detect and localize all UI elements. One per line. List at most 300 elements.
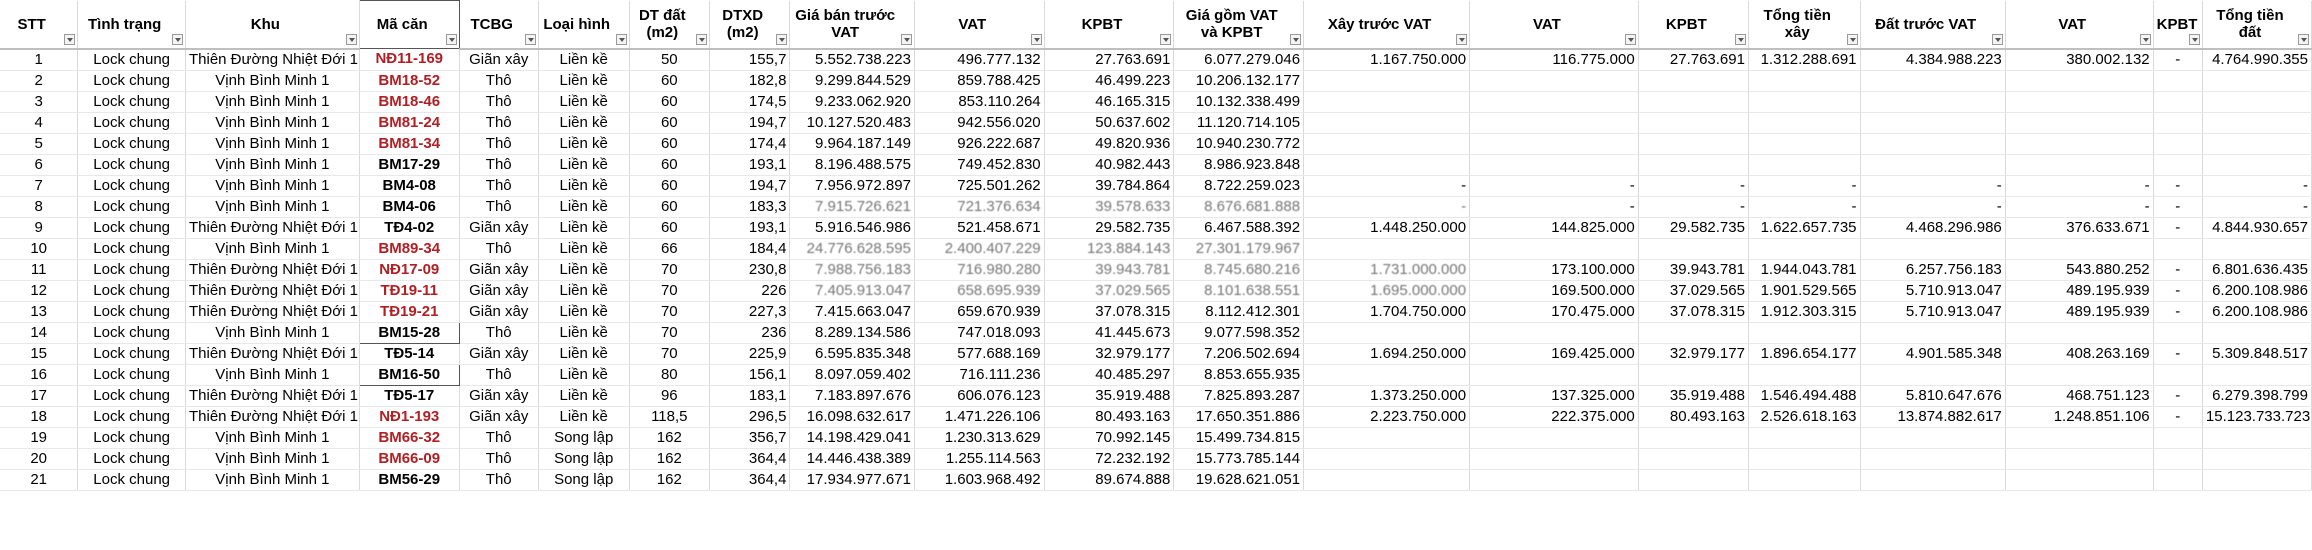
cell-6[interactable]: Liền kề <box>538 406 629 427</box>
cell-18[interactable] <box>2005 238 2153 259</box>
cell-15[interactable]: 35.919.488 <box>1638 385 1748 406</box>
cell-13[interactable]: - <box>1304 175 1470 196</box>
cell-13[interactable]: - <box>1304 196 1470 217</box>
cell-10[interactable]: 659.670.939 <box>914 301 1044 322</box>
cell-14[interactable] <box>1470 91 1639 112</box>
cell-6[interactable]: Liền kề <box>538 70 629 91</box>
cell-1[interactable]: 17 <box>0 385 78 406</box>
filter-dropdown-icon[interactable] <box>525 34 536 45</box>
cell-20[interactable] <box>2202 91 2311 112</box>
cell-11[interactable]: 50.637.602 <box>1044 112 1174 133</box>
cell-16[interactable] <box>1748 448 1860 469</box>
filter-dropdown-icon[interactable] <box>2140 34 2151 45</box>
cell-9[interactable]: 6.595.835.348 <box>790 343 915 364</box>
cell-16[interactable]: 1.312.288.691 <box>1748 49 1860 71</box>
cell-9[interactable]: 17.934.977.671 <box>790 469 915 490</box>
cell-13[interactable] <box>1304 70 1470 91</box>
cell-16[interactable] <box>1748 133 1860 154</box>
cell-12[interactable]: 8.101.638.551 <box>1174 280 1304 301</box>
cell-19[interactable] <box>2153 469 2202 490</box>
cell-13[interactable]: 1.373.250.000 <box>1304 385 1470 406</box>
cell-9[interactable]: 7.405.913.047 <box>790 280 915 301</box>
cell-12[interactable]: 7.825.893.287 <box>1174 385 1304 406</box>
cell-9[interactable]: 5.916.546.986 <box>790 217 915 238</box>
cell-9[interactable]: 7.415.663.047 <box>790 301 915 322</box>
cell-17[interactable] <box>1860 322 2005 343</box>
cell-18[interactable]: 380.002.132 <box>2005 49 2153 71</box>
cell-13[interactable]: 1.448.250.000 <box>1304 217 1470 238</box>
cell-5[interactable]: Thô <box>459 91 538 112</box>
cell-9[interactable]: 9.964.187.149 <box>790 133 915 154</box>
cell-18[interactable] <box>2005 427 2153 448</box>
cell-10[interactable]: 521.458.671 <box>914 217 1044 238</box>
cell-4[interactable]: BM89-34 <box>359 238 459 259</box>
cell-8[interactable]: 193,1 <box>710 217 790 238</box>
cell-14[interactable] <box>1470 448 1639 469</box>
cell-17[interactable] <box>1860 238 2005 259</box>
cell-20[interactable]: 6.801.636.435 <box>2202 259 2311 280</box>
cell-17[interactable] <box>1860 133 2005 154</box>
cell-8[interactable]: 156,1 <box>710 364 790 385</box>
filter-dropdown-icon[interactable] <box>1625 34 1636 45</box>
cell-17[interactable] <box>1860 427 2005 448</box>
cell-15[interactable]: - <box>1638 196 1748 217</box>
cell-4[interactable]: TĐ4-02 <box>359 217 459 238</box>
cell-3[interactable]: Thiên Đường Nhiệt Đới 1 <box>185 301 359 322</box>
cell-12[interactable]: 9.077.598.352 <box>1174 322 1304 343</box>
cell-20[interactable]: 15.123.733.723 <box>2202 406 2311 427</box>
cell-16[interactable]: 1.901.529.565 <box>1748 280 1860 301</box>
cell-9[interactable]: 9.233.062.920 <box>790 91 915 112</box>
cell-3[interactable]: Vịnh Bình Minh 1 <box>185 322 359 343</box>
cell-8[interactable]: 174,5 <box>710 91 790 112</box>
cell-5[interactable]: Giãn xây <box>459 217 538 238</box>
cell-19[interactable]: - <box>2153 259 2202 280</box>
cell-8[interactable]: 230,8 <box>710 259 790 280</box>
cell-13[interactable] <box>1304 238 1470 259</box>
cell-20[interactable] <box>2202 322 2311 343</box>
cell-10[interactable]: 716.980.280 <box>914 259 1044 280</box>
cell-16[interactable]: 1.622.657.735 <box>1748 217 1860 238</box>
cell-3[interactable]: Thiên Đường Nhiệt Đới 1 <box>185 217 359 238</box>
cell-1[interactable]: 20 <box>0 448 78 469</box>
cell-15[interactable] <box>1638 469 1748 490</box>
cell-18[interactable]: 489.195.939 <box>2005 280 2153 301</box>
cell-12[interactable]: 8.745.680.216 <box>1174 259 1304 280</box>
cell-2[interactable]: Lock chung <box>78 469 186 490</box>
cell-2[interactable]: Lock chung <box>78 112 186 133</box>
cell-1[interactable]: 16 <box>0 364 78 385</box>
cell-14[interactable] <box>1470 427 1639 448</box>
cell-20[interactable] <box>2202 364 2311 385</box>
cell-4[interactable]: TĐ19-21 <box>359 301 459 322</box>
cell-5[interactable]: Thô <box>459 154 538 175</box>
cell-18[interactable] <box>2005 322 2153 343</box>
cell-19[interactable] <box>2153 448 2202 469</box>
cell-11[interactable]: 39.943.781 <box>1044 259 1174 280</box>
cell-14[interactable] <box>1470 70 1639 91</box>
cell-5[interactable]: Giãn xây <box>459 385 538 406</box>
filter-dropdown-icon[interactable] <box>2298 34 2309 45</box>
cell-20[interactable]: 6.200.108.986 <box>2202 301 2311 322</box>
cell-17[interactable]: 5.710.913.047 <box>1860 301 2005 322</box>
cell-12[interactable]: 11.120.714.105 <box>1174 112 1304 133</box>
cell-6[interactable]: Song lập <box>538 448 629 469</box>
cell-9[interactable]: 5.552.738.223 <box>790 49 915 71</box>
filter-dropdown-icon[interactable] <box>2189 34 2200 45</box>
cell-20[interactable]: 4.764.990.355 <box>2202 49 2311 71</box>
cell-9[interactable]: 7.956.972.897 <box>790 175 915 196</box>
cell-11[interactable]: 37.078.315 <box>1044 301 1174 322</box>
cell-6[interactable]: Liền kề <box>538 280 629 301</box>
cell-7[interactable]: 162 <box>629 469 709 490</box>
filter-dropdown-icon[interactable] <box>346 34 357 45</box>
cell-6[interactable]: Liền kề <box>538 364 629 385</box>
cell-6[interactable]: Song lập <box>538 469 629 490</box>
cell-1[interactable]: 11 <box>0 259 78 280</box>
cell-19[interactable] <box>2153 427 2202 448</box>
cell-17[interactable] <box>1860 70 2005 91</box>
cell-14[interactable]: 222.375.000 <box>1470 406 1639 427</box>
cell-9[interactable]: 14.198.429.041 <box>790 427 915 448</box>
cell-10[interactable]: 725.501.262 <box>914 175 1044 196</box>
cell-19[interactable]: - <box>2153 301 2202 322</box>
cell-9[interactable]: 8.196.488.575 <box>790 154 915 175</box>
filter-dropdown-icon[interactable] <box>1735 34 1746 45</box>
cell-3[interactable]: Vịnh Bình Minh 1 <box>185 364 359 385</box>
cell-7[interactable]: 60 <box>629 217 709 238</box>
cell-11[interactable]: 40.485.297 <box>1044 364 1174 385</box>
cell-19[interactable] <box>2153 154 2202 175</box>
cell-17[interactable] <box>1860 112 2005 133</box>
cell-16[interactable] <box>1748 154 1860 175</box>
cell-20[interactable]: - <box>2202 196 2311 217</box>
cell-14[interactable]: 169.500.000 <box>1470 280 1639 301</box>
cell-4[interactable]: BM56-29 <box>359 469 459 490</box>
cell-5[interactable]: Thô <box>459 133 538 154</box>
cell-11[interactable]: 29.582.735 <box>1044 217 1174 238</box>
cell-4[interactable]: BM18-46 <box>359 91 459 112</box>
cell-3[interactable]: Vịnh Bình Minh 1 <box>185 427 359 448</box>
cell-17[interactable]: 13.874.882.617 <box>1860 406 2005 427</box>
cell-1[interactable]: 15 <box>0 343 78 364</box>
cell-11[interactable]: 39.578.633 <box>1044 196 1174 217</box>
cell-10[interactable]: 2.400.407.229 <box>914 238 1044 259</box>
cell-16[interactable] <box>1748 322 1860 343</box>
cell-18[interactable]: 489.195.939 <box>2005 301 2153 322</box>
cell-14[interactable] <box>1470 133 1639 154</box>
cell-20[interactable] <box>2202 133 2311 154</box>
cell-2[interactable]: Lock chung <box>78 175 186 196</box>
cell-4[interactable]: BM66-32 <box>359 427 459 448</box>
cell-11[interactable]: 40.982.443 <box>1044 154 1174 175</box>
cell-8[interactable]: 174,4 <box>710 133 790 154</box>
cell-18[interactable] <box>2005 469 2153 490</box>
cell-14[interactable] <box>1470 322 1639 343</box>
cell-3[interactable]: Vịnh Bình Minh 1 <box>185 133 359 154</box>
cell-4[interactable]: NĐ17-09 <box>359 259 459 280</box>
cell-20[interactable] <box>2202 238 2311 259</box>
cell-17[interactable] <box>1860 154 2005 175</box>
cell-1[interactable]: 18 <box>0 406 78 427</box>
cell-14[interactable] <box>1470 154 1639 175</box>
cell-15[interactable] <box>1638 133 1748 154</box>
cell-6[interactable]: Liền kề <box>538 196 629 217</box>
cell-12[interactable]: 27.301.179.967 <box>1174 238 1304 259</box>
cell-7[interactable]: 60 <box>629 91 709 112</box>
cell-8[interactable]: 194,7 <box>710 175 790 196</box>
cell-2[interactable]: Lock chung <box>78 154 186 175</box>
cell-15[interactable] <box>1638 112 1748 133</box>
cell-1[interactable]: 4 <box>0 112 78 133</box>
cell-4[interactable]: NĐ11-169 <box>359 49 459 71</box>
cell-8[interactable]: 364,4 <box>710 469 790 490</box>
cell-11[interactable]: 41.445.673 <box>1044 322 1174 343</box>
cell-12[interactable]: 19.628.621.051 <box>1174 469 1304 490</box>
cell-14[interactable]: 170.475.000 <box>1470 301 1639 322</box>
cell-5[interactable]: Giãn xây <box>459 280 538 301</box>
cell-4[interactable]: BM18-52 <box>359 70 459 91</box>
cell-11[interactable]: 123.884.143 <box>1044 238 1174 259</box>
cell-19[interactable]: - <box>2153 406 2202 427</box>
cell-20[interactable] <box>2202 154 2311 175</box>
cell-18[interactable] <box>2005 448 2153 469</box>
cell-11[interactable]: 39.784.864 <box>1044 175 1174 196</box>
cell-17[interactable] <box>1860 448 2005 469</box>
cell-14[interactable]: 116.775.000 <box>1470 49 1639 71</box>
cell-6[interactable]: Liền kề <box>538 217 629 238</box>
cell-13[interactable] <box>1304 322 1470 343</box>
cell-2[interactable]: Lock chung <box>78 322 186 343</box>
cell-6[interactable]: Liền kề <box>538 322 629 343</box>
cell-2[interactable]: Lock chung <box>78 448 186 469</box>
cell-9[interactable]: 14.446.438.389 <box>790 448 915 469</box>
cell-3[interactable]: Vịnh Bình Minh 1 <box>185 91 359 112</box>
cell-19[interactable]: - <box>2153 385 2202 406</box>
cell-17[interactable]: - <box>1860 196 2005 217</box>
cell-11[interactable]: 80.493.163 <box>1044 406 1174 427</box>
cell-7[interactable]: 60 <box>629 70 709 91</box>
cell-16[interactable]: 1.546.494.488 <box>1748 385 1860 406</box>
cell-6[interactable]: Liền kề <box>538 154 629 175</box>
cell-12[interactable]: 8.853.655.935 <box>1174 364 1304 385</box>
cell-18[interactable] <box>2005 91 2153 112</box>
cell-8[interactable]: 193,1 <box>710 154 790 175</box>
cell-1[interactable]: 10 <box>0 238 78 259</box>
cell-13[interactable] <box>1304 427 1470 448</box>
cell-5[interactable]: Thô <box>459 364 538 385</box>
cell-9[interactable]: 7.183.897.676 <box>790 385 915 406</box>
cell-8[interactable]: 227,3 <box>710 301 790 322</box>
cell-12[interactable]: 6.467.588.392 <box>1174 217 1304 238</box>
cell-19[interactable]: - <box>2153 196 2202 217</box>
cell-13[interactable] <box>1304 448 1470 469</box>
cell-10[interactable]: 577.688.169 <box>914 343 1044 364</box>
cell-12[interactable]: 10.132.338.499 <box>1174 91 1304 112</box>
cell-4[interactable]: BM17-29 <box>359 154 459 175</box>
cell-12[interactable]: 8.676.681.888 <box>1174 196 1304 217</box>
cell-20[interactable] <box>2202 70 2311 91</box>
cell-9[interactable]: 7.988.756.183 <box>790 259 915 280</box>
cell-18[interactable]: 408.263.169 <box>2005 343 2153 364</box>
cell-15[interactable]: 37.029.565 <box>1638 280 1748 301</box>
cell-8[interactable]: 296,5 <box>710 406 790 427</box>
cell-7[interactable]: 70 <box>629 301 709 322</box>
cell-7[interactable]: 118,5 <box>629 406 709 427</box>
cell-13[interactable] <box>1304 364 1470 385</box>
cell-6[interactable]: Liền kề <box>538 385 629 406</box>
cell-6[interactable]: Liền kề <box>538 91 629 112</box>
cell-6[interactable]: Liền kề <box>538 175 629 196</box>
cell-18[interactable]: - <box>2005 196 2153 217</box>
cell-4[interactable]: BM4-06 <box>359 196 459 217</box>
cell-20[interactable] <box>2202 448 2311 469</box>
cell-17[interactable]: 6.257.756.183 <box>1860 259 2005 280</box>
cell-10[interactable]: 496.777.132 <box>914 49 1044 71</box>
cell-10[interactable]: 1.230.313.629 <box>914 427 1044 448</box>
cell-4[interactable]: BM16-50 <box>359 364 459 385</box>
cell-20[interactable]: 6.279.398.799 <box>2202 385 2311 406</box>
filter-dropdown-icon[interactable] <box>1031 34 1042 45</box>
cell-19[interactable] <box>2153 238 2202 259</box>
cell-4[interactable]: BM15-28 <box>359 322 459 343</box>
cell-12[interactable]: 10.940.230.772 <box>1174 133 1304 154</box>
cell-16[interactable]: - <box>1748 175 1860 196</box>
cell-10[interactable]: 721.376.634 <box>914 196 1044 217</box>
cell-11[interactable]: 32.979.177 <box>1044 343 1174 364</box>
cell-18[interactable]: 376.633.671 <box>2005 217 2153 238</box>
cell-16[interactable]: 1.912.303.315 <box>1748 301 1860 322</box>
cell-5[interactable]: Giãn xây <box>459 343 538 364</box>
cell-15[interactable] <box>1638 238 1748 259</box>
cell-5[interactable]: Thô <box>459 196 538 217</box>
filter-dropdown-icon[interactable] <box>64 34 75 45</box>
cell-12[interactable]: 10.206.132.177 <box>1174 70 1304 91</box>
cell-3[interactable]: Thiên Đường Nhiệt Đới 1 <box>185 259 359 280</box>
cell-15[interactable] <box>1638 364 1748 385</box>
cell-2[interactable]: Lock chung <box>78 343 186 364</box>
cell-7[interactable]: 60 <box>629 133 709 154</box>
cell-11[interactable]: 46.499.223 <box>1044 70 1174 91</box>
cell-17[interactable]: 5.810.647.676 <box>1860 385 2005 406</box>
cell-9[interactable]: 8.289.134.586 <box>790 322 915 343</box>
cell-11[interactable]: 72.232.192 <box>1044 448 1174 469</box>
cell-2[interactable]: Lock chung <box>78 385 186 406</box>
cell-7[interactable]: 60 <box>629 175 709 196</box>
cell-6[interactable]: Liền kề <box>538 49 629 71</box>
cell-2[interactable]: Lock chung <box>78 70 186 91</box>
cell-15[interactable]: 80.493.163 <box>1638 406 1748 427</box>
cell-8[interactable]: 364,4 <box>710 448 790 469</box>
cell-15[interactable] <box>1638 448 1748 469</box>
filter-dropdown-icon[interactable] <box>776 34 787 45</box>
cell-17[interactable] <box>1860 364 2005 385</box>
filter-dropdown-icon[interactable] <box>1160 34 1171 45</box>
cell-2[interactable]: Lock chung <box>78 133 186 154</box>
cell-14[interactable]: 137.325.000 <box>1470 385 1639 406</box>
cell-19[interactable] <box>2153 364 2202 385</box>
cell-17[interactable]: 4.901.585.348 <box>1860 343 2005 364</box>
cell-17[interactable]: 4.384.988.223 <box>1860 49 2005 71</box>
cell-8[interactable]: 184,4 <box>710 238 790 259</box>
cell-15[interactable]: 29.582.735 <box>1638 217 1748 238</box>
cell-15[interactable]: 39.943.781 <box>1638 259 1748 280</box>
cell-16[interactable] <box>1748 364 1860 385</box>
cell-1[interactable]: 5 <box>0 133 78 154</box>
cell-1[interactable]: 7 <box>0 175 78 196</box>
cell-17[interactable]: 5.710.913.047 <box>1860 280 2005 301</box>
cell-15[interactable] <box>1638 322 1748 343</box>
cell-11[interactable]: 46.165.315 <box>1044 91 1174 112</box>
cell-3[interactable]: Thiên Đường Nhiệt Đới 1 <box>185 406 359 427</box>
cell-5[interactable]: Giãn xây <box>459 301 538 322</box>
cell-13[interactable]: 1.695.000.000 <box>1304 280 1470 301</box>
cell-17[interactable]: - <box>1860 175 2005 196</box>
cell-9[interactable]: 24.776.628.595 <box>790 238 915 259</box>
cell-8[interactable]: 194,7 <box>710 112 790 133</box>
cell-3[interactable]: Thiên Đường Nhiệt Đới 1 <box>185 49 359 71</box>
cell-13[interactable]: 1.731.000.000 <box>1304 259 1470 280</box>
cell-15[interactable]: - <box>1638 175 1748 196</box>
cell-10[interactable]: 859.788.425 <box>914 70 1044 91</box>
cell-16[interactable]: 1.896.654.177 <box>1748 343 1860 364</box>
cell-20[interactable] <box>2202 469 2311 490</box>
cell-14[interactable] <box>1470 238 1639 259</box>
cell-6[interactable]: Liền kề <box>538 238 629 259</box>
cell-10[interactable]: 926.222.687 <box>914 133 1044 154</box>
cell-5[interactable]: Thô <box>459 238 538 259</box>
filter-dropdown-icon[interactable] <box>446 34 457 45</box>
cell-5[interactable]: Thô <box>459 70 538 91</box>
cell-2[interactable]: Lock chung <box>78 238 186 259</box>
cell-7[interactable]: 70 <box>629 259 709 280</box>
cell-15[interactable]: 27.763.691 <box>1638 49 1748 71</box>
cell-20[interactable] <box>2202 112 2311 133</box>
cell-18[interactable]: - <box>2005 175 2153 196</box>
cell-14[interactable]: 173.100.000 <box>1470 259 1639 280</box>
cell-18[interactable]: 543.880.252 <box>2005 259 2153 280</box>
cell-8[interactable]: 226 <box>710 280 790 301</box>
cell-10[interactable]: 942.556.020 <box>914 112 1044 133</box>
cell-13[interactable] <box>1304 469 1470 490</box>
cell-11[interactable]: 70.992.145 <box>1044 427 1174 448</box>
cell-10[interactable]: 1.603.968.492 <box>914 469 1044 490</box>
cell-7[interactable]: 70 <box>629 280 709 301</box>
cell-9[interactable]: 9.299.844.529 <box>790 70 915 91</box>
cell-1[interactable]: 12 <box>0 280 78 301</box>
cell-8[interactable]: 225,9 <box>710 343 790 364</box>
cell-17[interactable] <box>1860 91 2005 112</box>
cell-3[interactable]: Vịnh Bình Minh 1 <box>185 469 359 490</box>
cell-3[interactable]: Vịnh Bình Minh 1 <box>185 175 359 196</box>
cell-5[interactable]: Thô <box>459 322 538 343</box>
cell-8[interactable]: 183,1 <box>710 385 790 406</box>
cell-13[interactable]: 1.694.250.000 <box>1304 343 1470 364</box>
cell-7[interactable]: 80 <box>629 364 709 385</box>
cell-2[interactable]: Lock chung <box>78 259 186 280</box>
cell-17[interactable] <box>1860 469 2005 490</box>
cell-3[interactable]: Vịnh Bình Minh 1 <box>185 112 359 133</box>
cell-20[interactable] <box>2202 427 2311 448</box>
cell-7[interactable]: 70 <box>629 322 709 343</box>
cell-16[interactable] <box>1748 427 1860 448</box>
cell-12[interactable]: 17.650.351.886 <box>1174 406 1304 427</box>
cell-4[interactable]: NĐ1-193 <box>359 406 459 427</box>
cell-16[interactable] <box>1748 469 1860 490</box>
cell-7[interactable]: 66 <box>629 238 709 259</box>
cell-5[interactable]: Thô <box>459 112 538 133</box>
cell-3[interactable]: Thiên Đường Nhiệt Đới 1 <box>185 343 359 364</box>
